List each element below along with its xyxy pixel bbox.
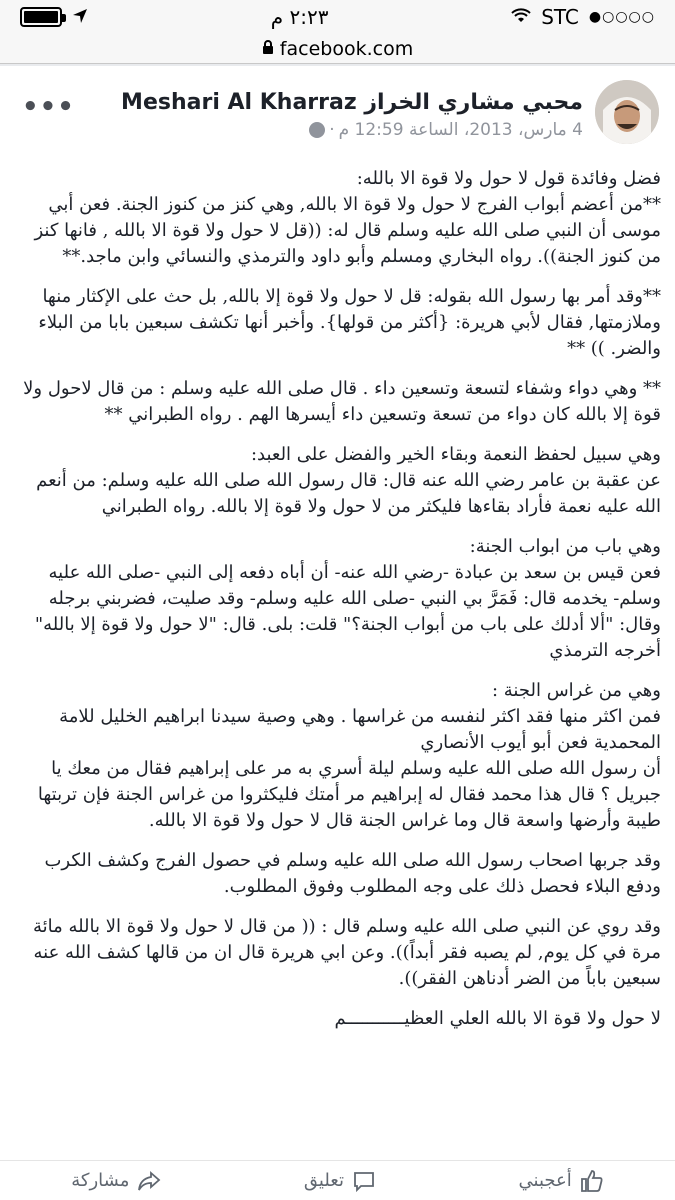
status-bar	[0, 0, 675, 34]
comment-label: تعليق	[303, 1170, 344, 1191]
url-text: facebook.com	[279, 37, 414, 60]
post-card	[0, 66, 675, 1200]
post-paragraph: وهي سبيل لحفظ النعمة وبقاء الخير والفضل على العبد: عن عقبة بن عامر رضي الله عنه قال: قال رسول الله صلى الله عليه وسلم: من أنعم الله عليه نعمة فأراد بقاءها فليكثر من لا حول ولا قوة إلا بالله. رواه الطبراني	[36, 444, 661, 517]
status-left	[20, 5, 88, 29]
more-options-button[interactable]: •••	[22, 92, 75, 122]
comment-icon	[352, 1169, 376, 1193]
address-bar[interactable]	[0, 34, 675, 64]
wifi-icon	[511, 5, 531, 29]
share-button[interactable]	[71, 1169, 161, 1193]
like-button[interactable]	[519, 1169, 604, 1193]
post-meta: 4 مارس، 2013، الساعة 12:59 م ·	[309, 120, 583, 140]
post-paragraph: وقد روي عن النبي صلى الله عليه وسلم قال : (( من قال لا حول ولا قوة الا بالله مائة مرة في كل يوم, لم يصبه فقر أبداً)). وعن ابي هريرة قال ان من قالها كشف الله عنه سبعين باباً من الضر أدناهن الفقر)).	[32, 916, 661, 989]
post-paragraph: وهي باب من ابواب الجنة: فعن قيس بن سعد بن عبادة -رضي الله عنه- أن أباه دفعه إلى النبي -صلى الله عليه وسلم- يخدمه قال: فَمَرَّ بي النبي -صلى الله عليه وسلم- وقد صليت، فضربني برجله وقال: "ألا أدلك على باب من أبواب الجنة؟" قلت: بلى. قال: "لا حول ولا قوة إلا بالله" أخرجه الترمذي	[34, 536, 661, 661]
comment-button[interactable]	[304, 1169, 376, 1193]
globe-icon	[309, 122, 325, 138]
battery-icon	[20, 7, 62, 27]
clock: ٢:٢٣ م	[270, 5, 329, 29]
post-paragraph: فضل وفائدة قول لا حول ولا قوة الا بالله: **من أعضم أبواب الفرج لا حول ولا قوة الا بالله, وهي كنز من كنوز الجنة. فعن أبي موسى أن النبي صلى الله عليه وسلم قال له: ((قل لا حول ولا قوة الا بالله , فانها كنز من كنوز الجنة)). رواه البخاري ومسلم وأبو داود والترمذي والنسائي وابن ماجد.**	[34, 168, 661, 267]
post-paragraph: ** وهي دواء وشفاء لتسعة وتسعين داء . قال صلى الله عليه وسلم : من قال لاحول ولا قوة إلا بالله كان دواء من تسعة وتسعين داء أيسرها الهم . رواه الطبراني **	[23, 378, 661, 425]
author-name[interactable]: محبي مشاري الخراز Meshari Al Kharraz	[121, 90, 583, 115]
carrier-name: STC	[541, 5, 579, 29]
signal-strength-icon: ●○○○○	[588, 9, 655, 25]
share-label: مشاركة	[71, 1170, 130, 1191]
lock-icon	[262, 38, 274, 60]
post-timestamp[interactable]: 4 مارس، 2013، الساعة 12:59 م	[338, 120, 583, 140]
location-icon	[72, 5, 88, 29]
like-label: أعجبني	[518, 1170, 572, 1191]
status-right	[511, 5, 655, 29]
share-icon	[137, 1169, 161, 1193]
avatar[interactable]	[595, 80, 659, 144]
post-header	[0, 66, 675, 154]
post-paragraph: لا حول ولا قوة الا بالله العلي العظيـــــــــــم	[334, 1008, 661, 1029]
thumbs-up-icon	[580, 1169, 604, 1193]
action-bar	[0, 1160, 675, 1200]
post-paragraph: **وقد أمر بها رسول الله بقوله: قل لا حول ولا قوة إلا بالله, بل حث على الإكثار منها وملازمتها, فقال لأبي هريرة: {أكثر من قولها}. وأخبر أنها تكشف سبعين بابا من البلاء والضر. )) **	[38, 286, 661, 359]
post-paragraph: وقد جربها اصحاب رسول الله صلى الله عليه وسلم في حصول الفرج وكشف الكرب ودفع البلاء فحصل ذلك على وجه المطلوب وفوق المطلوب.	[44, 850, 661, 897]
post-paragraph: وهي من غراس الجنة : فمن اكثر منها فقد اكثر لنفسه من غراسها . وهي وصية سيدنا ابراهيم الخليل للامة المحمدية فعن أبو أيوب الأنصاري أن رسول الله صلى الله عليه وسلم ليلة أسري به مر على إبراهيم فقال من معك يا جبريل ؟ قال هذا محمد فقال له إبراهيم مر أمتك فليكثروا من غراس الجنة فإن تربتها طيبة وأرضها واسعة قال وما غراس الجنة قال لا حول ولا قوة الا بالله.	[37, 680, 661, 831]
post-body	[16, 166, 661, 1046]
